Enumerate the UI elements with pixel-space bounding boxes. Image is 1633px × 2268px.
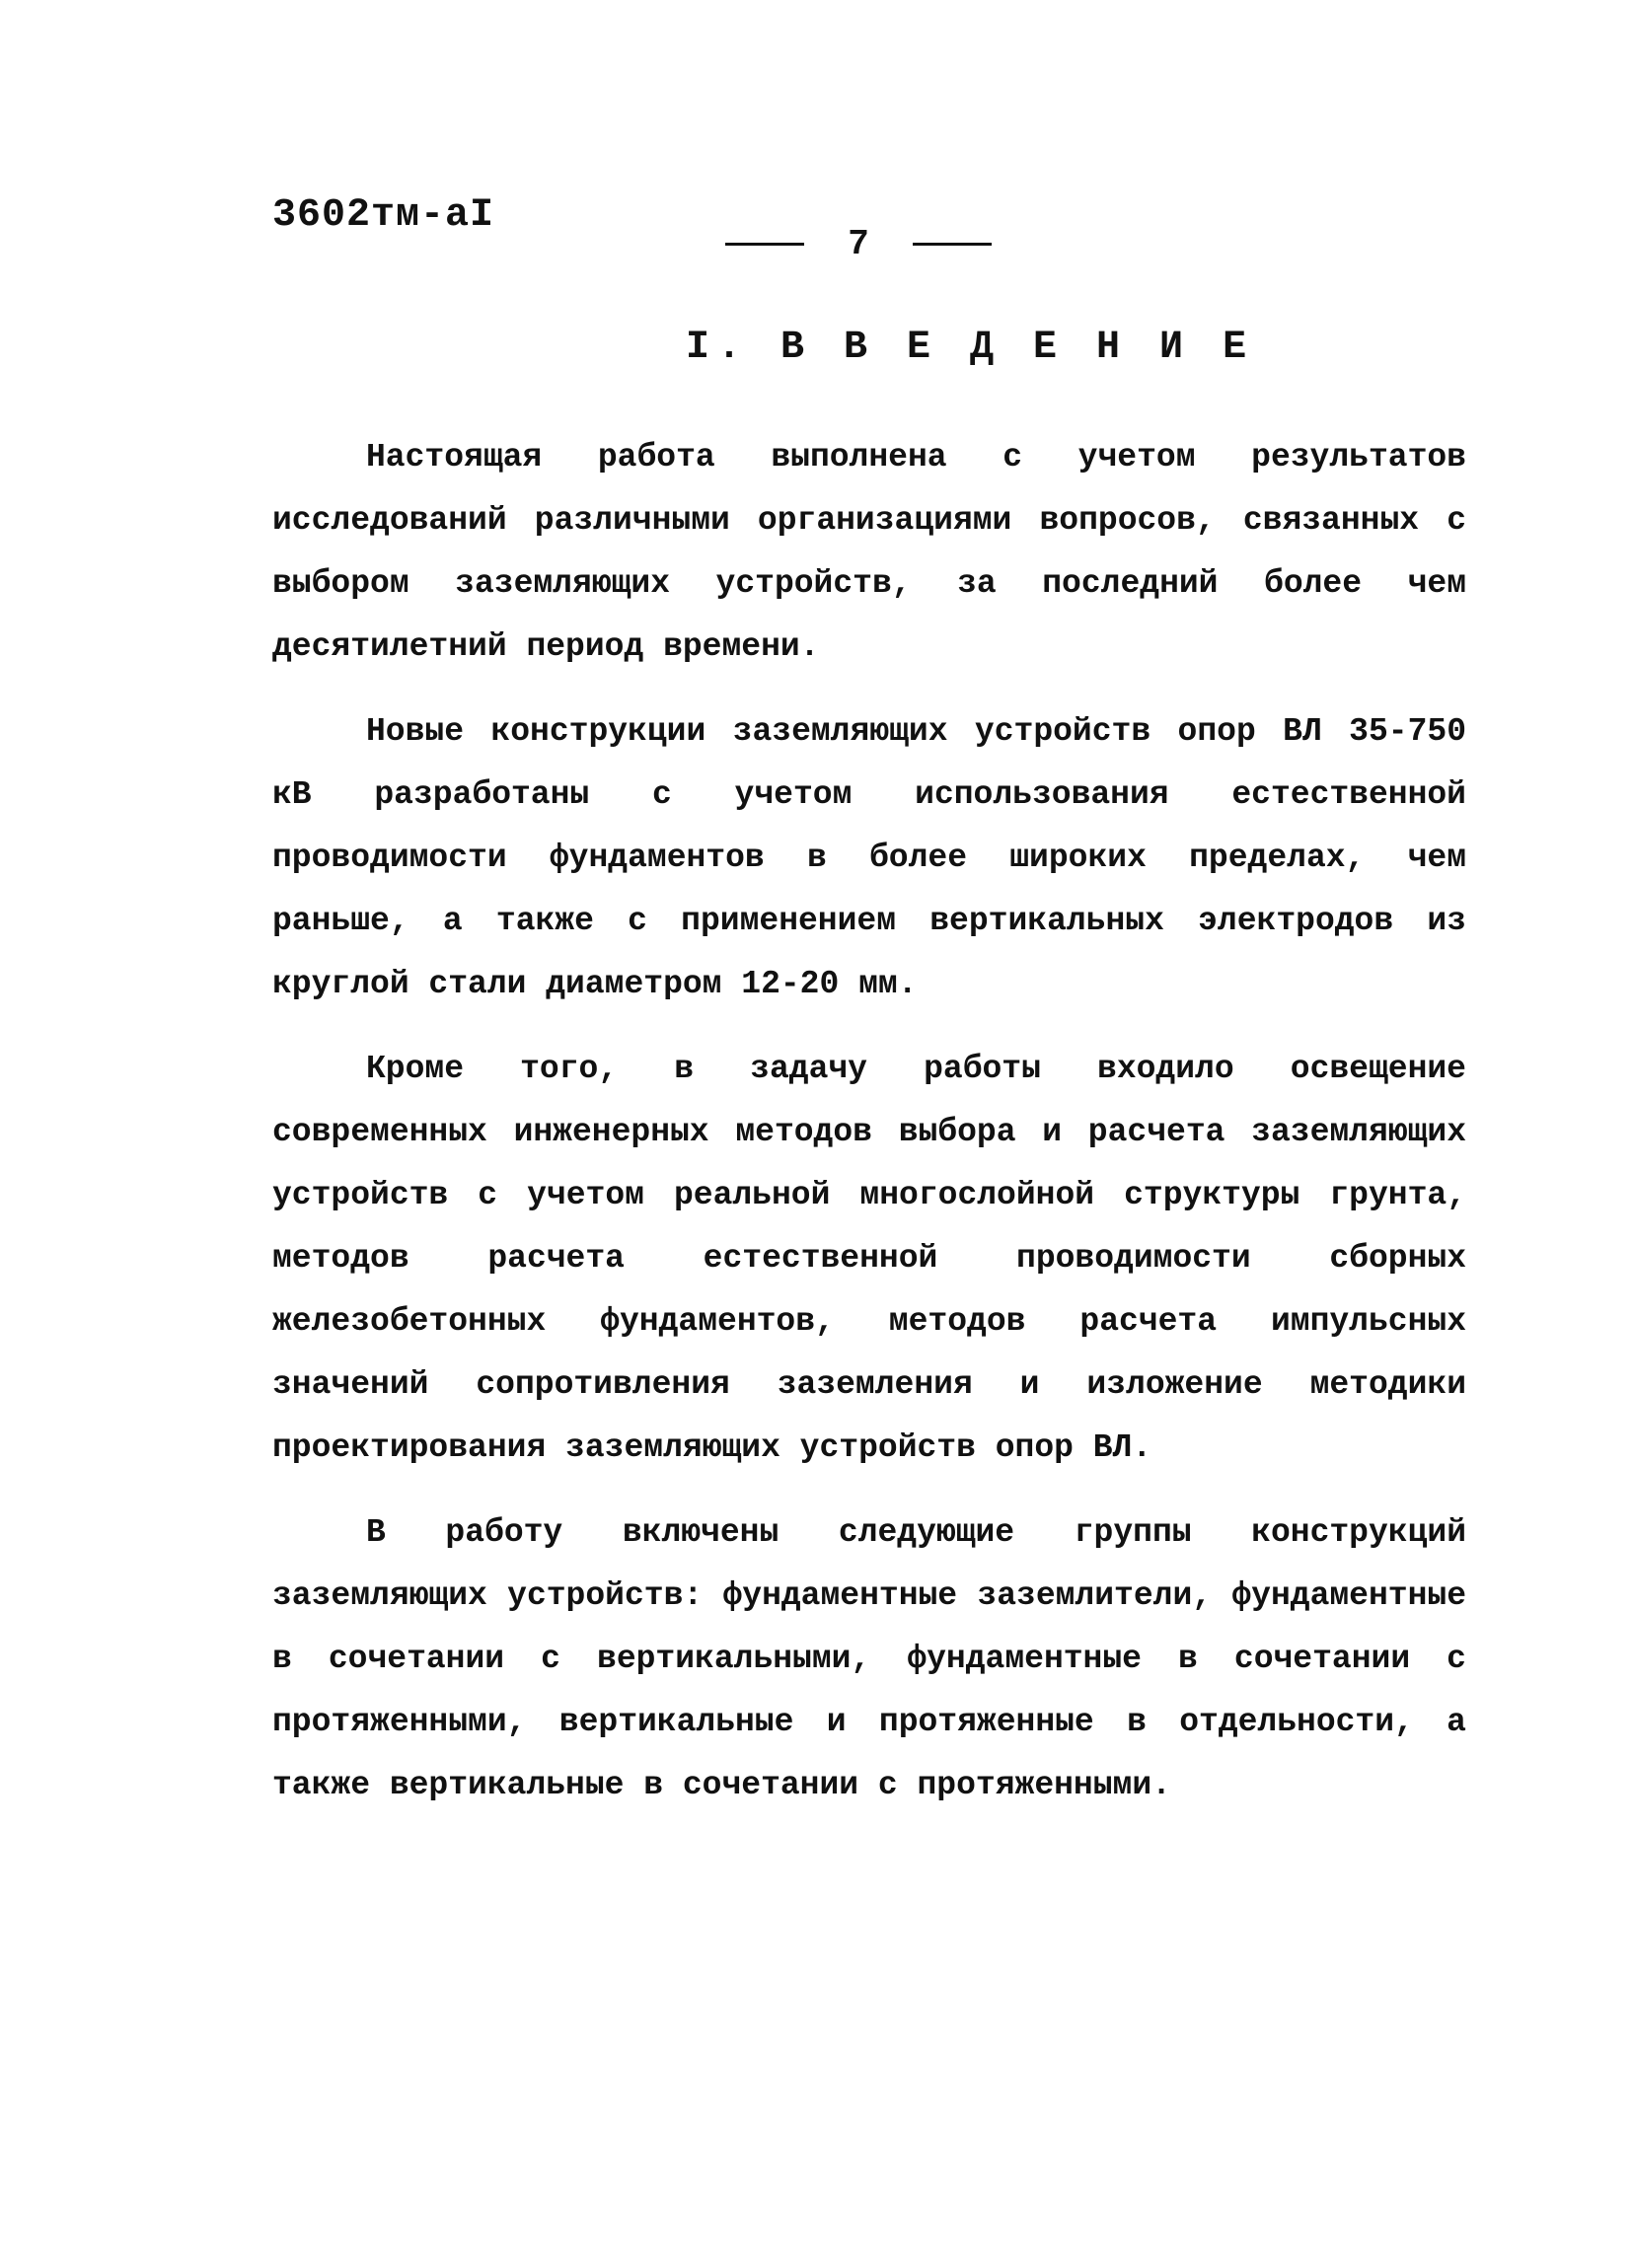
paragraph-3: Кроме того, в задачу работы входило освещение современных инженерных методов выбора и расчета заземляющих устройств с учетом реальной многослойной структуры грунта, методов расчета естественной проводимости сборных железобетонных фундаментов, методов расчета импульсных значений сопротивления заземления и изложение методики проектирования заземляющих устройств опор ВЛ. (272, 1051, 1466, 1466)
body-text (272, 426, 1466, 1839)
page-number-row (725, 219, 992, 268)
page-number: 7 (848, 223, 869, 264)
page-number-right-dash (913, 243, 992, 246)
document-code: 3602тм-аI (272, 193, 495, 238)
paragraph-4: В работу включены следующие группы конструкций заземляющих устройств: фундаментные заземлители, фундаментные в сочетании с вертикальными, фундаментные в сочетании с протяженными, вертикальные и протяженные в отдельности, а также вертикальные в сочетании с протяженными. (272, 1514, 1466, 1803)
paragraph-2: Новые конструкции заземляющих устройств опор ВЛ 35-750 кВ разработаны с учетом использования естественной проводимости фундаментов в более широких пределах, чем раньше, а также с применением вертикальных электродов из круглой стали диаметром 12-20 мм. (272, 713, 1466, 1002)
page-number-left-dash (725, 243, 804, 246)
section-title: I. В В Е Д Е Н И Е (686, 326, 1255, 370)
paragraph-1: Настоящая работа выполнена с учетом результатов исследований различными организациями вопросов, связанных с выбором заземляющих устройств, за последний более чем десятилетний период времени. (272, 439, 1466, 665)
